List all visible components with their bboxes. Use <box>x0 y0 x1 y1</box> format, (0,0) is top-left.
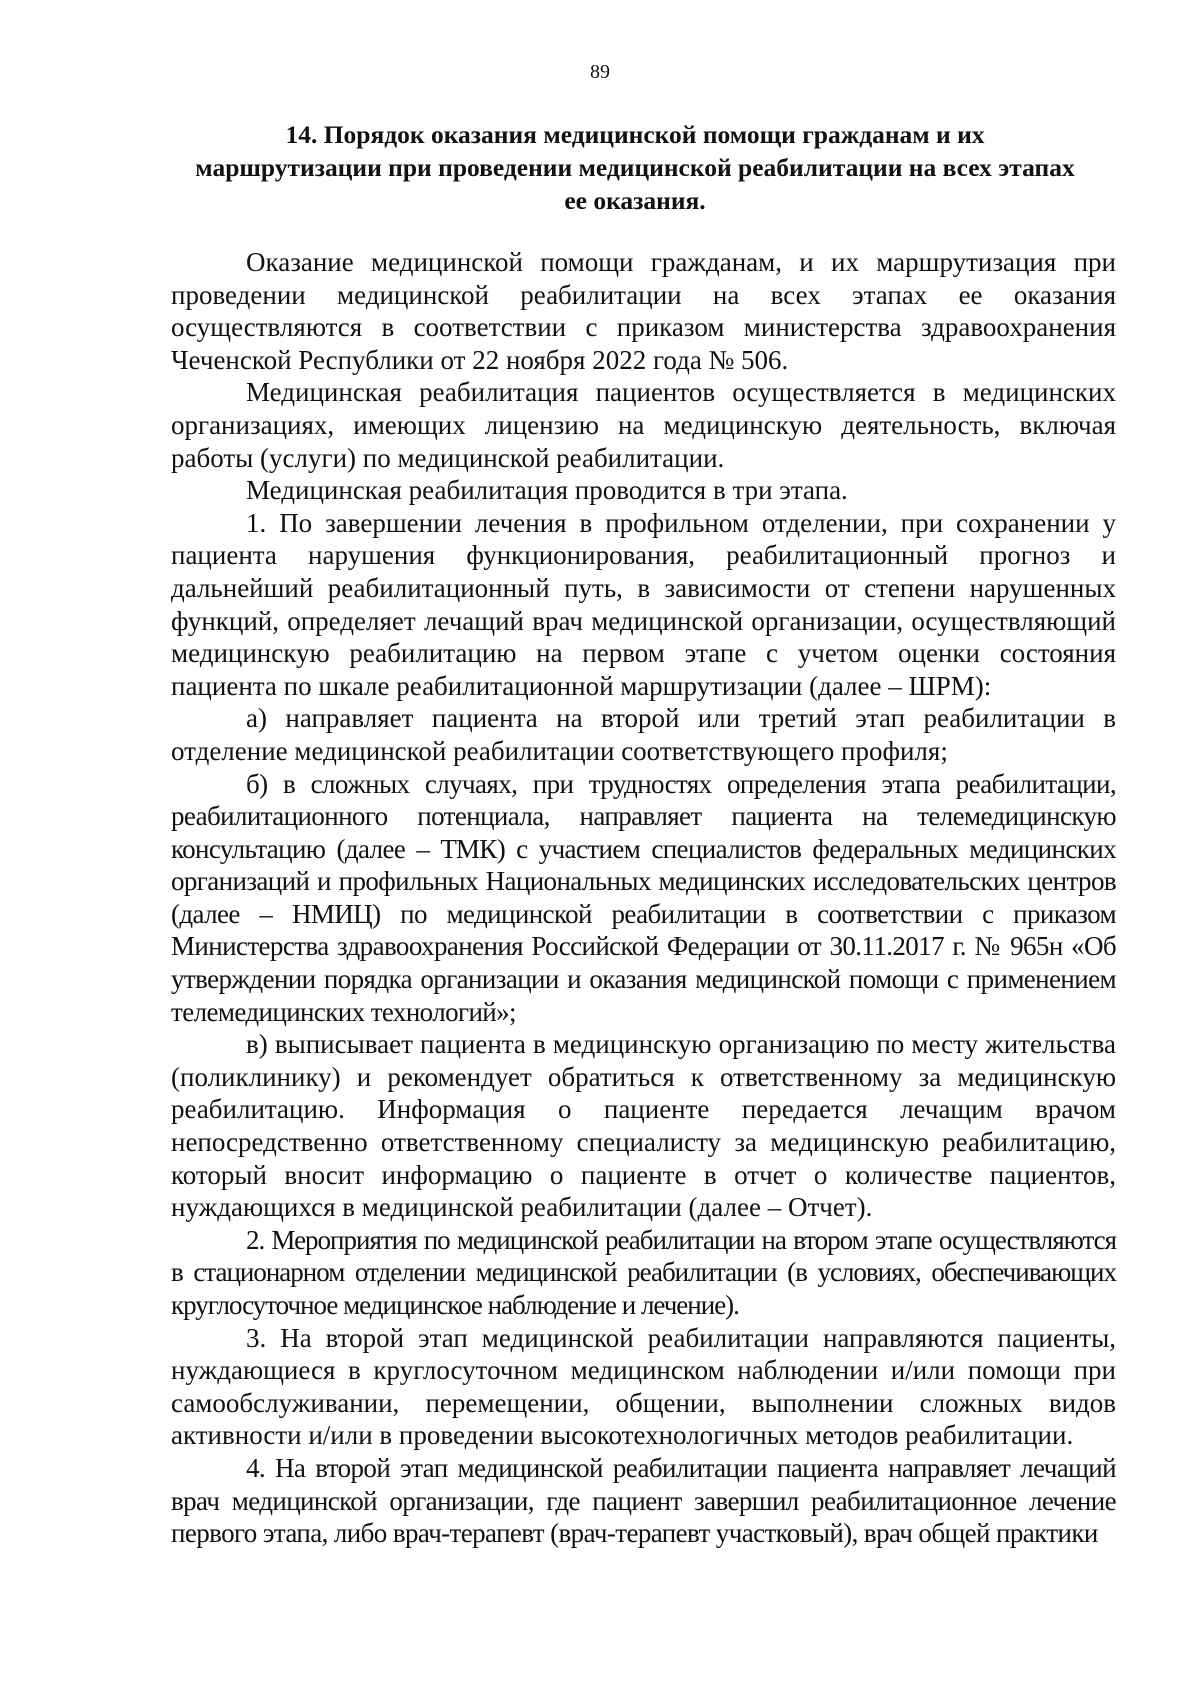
paragraph-item-a: а) направляет пациента на второй или третий этап реабилитации в отделение медицинской реабилитации соответствующего профиля; <box>171 703 1116 766</box>
paragraph-licensed-organizations: Медицинская реабилитация пациентов осуществляется в медицинских организациях, имеющих лицензию на медицинскую деятельность, включая работы (услуги) по медицинской реабилитации. <box>171 377 1116 473</box>
paragraph-stage-3: 3. На второй этап медицинской реабилитации направляются пациенты, нуждающиеся в круглосуточном медицинском наблюдении и/или помощи при самообслуживании, перемещении, общении, выполнении сложных видов активности и/или в проведении высокотехнологичных методов реабилитации. <box>171 1322 1116 1451</box>
paragraph-item-v: в) выписывает пациента в медицинскую организацию по месту жительства (поликлинику) и рекомендует обратиться к ответственному за медицинскую реабилитацию. Информация о пациенте передается лечащим врачом непосредственно ответственному специалисту за медицинскую реабилитацию, который вносит информацию о пациенте в отчет о количестве пациентов, нуждающихся в медицинской реабилитации (далее – Отчет). <box>171 1029 1116 1223</box>
paragraph-stage-2: 2. Мероприятия по медицинской реабилитации на втором этапе осуществляются в стационарном отделении медицинской реабилитации (в условиях, обеспечивающих круглосуточное медицинское наблюдение и лечение). <box>171 1224 1116 1320</box>
paragraph-stage-4: 4. На второй этап медицинской реабилитации пациента направляет лечащий врач медицинской организации, где пациент завершил реабилитационное лечение первого этапа, либо врач-терапевт (врач-терапевт участковый), врач общей практики <box>171 1452 1116 1549</box>
paragraph-legal-basis: Оказание медицинской помощи гражданам, и их маршрутизация при проведении медицинской реабилитации на всех этапах ее оказания осуществляются в соответствии с приказом министерства здравоохранения Чеченской Республики от 22 ноября 2022 года № 506. <box>171 247 1116 375</box>
paragraph-stage-1: 1. По завершении лечения в профильном отделении, при сохранении у пациента нарушения функционирования, реабилитационный прогноз и дальнейший реабилитационный путь, в зависимости от степени нарушенных функций, определяет лечащий врач медицинской организации, осуществляющий медицинскую реабилитацию на первом этапе с учетом оценки состояния пациента по шкале реабилитационной маршрутизации (далее – ШРМ): <box>171 507 1116 701</box>
section-heading: 14. Порядок оказания медицинской помощи гражданам и их маршрутизации при проведении медицинской реабилитации на всех этапах ее оказания. <box>195 120 1075 215</box>
paragraph-three-stages: Медицинская реабилитация проводится в три этапа. <box>246 475 848 506</box>
page-number: 89 <box>590 61 610 83</box>
paragraph-item-b: б) в сложных случаях, при трудностях определения этапа реабилитации, реабилитационного потенциала, направляет пациента на телемедицинскую консультацию (далее – ТМК) с участием специалистов федеральных медицинских организаций и профильных Национальных медицинских исследовательских центров (далее – НМИЦ) по медицинской реабилитации в соответствии с приказом Министерства здравоохранения Российской Федерации от 30.11.2017 г. № 965н «Об утверждении порядка организации и оказания медицинской помощи с применением телемедицинских технологий»; <box>171 768 1116 1027</box>
document-body <box>171 246 1116 1550</box>
